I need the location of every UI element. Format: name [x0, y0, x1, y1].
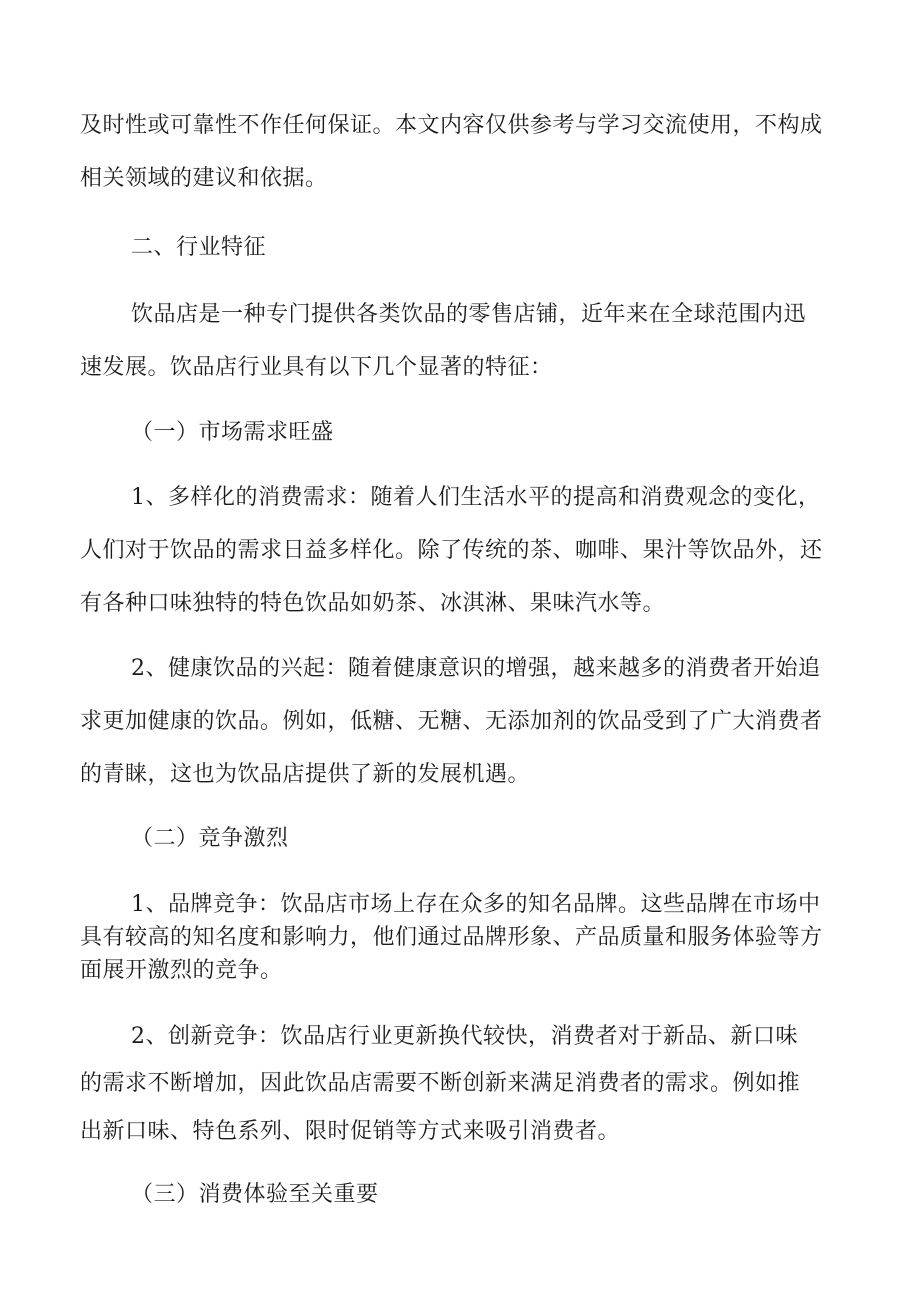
item-2-1-line-2: 具有较高的知名度和影响力，他们通过品牌形象、产品质量和服务体验等方 — [80, 925, 823, 950]
disclaimer-line-1: 及时性或可靠性不作任何保证。本文内容仅供参考与学习交流使用，不构成 — [80, 113, 823, 138]
item-2-2-line-3: 出新口味、特色系列、限时促销等方式来吸引消费者。 — [80, 1119, 621, 1144]
item-2-1-line-3: 面展开激烈的竞争。 — [80, 958, 283, 983]
item-1-1-line-3: 有各种口味独特的特色饮品如奶茶、冰淇淋、果味汽水等。 — [80, 591, 666, 616]
item-2-2-line-1: 2、创新竞争：饮品店行业更新换代较快，消费者对于新品、新口味 — [131, 1024, 798, 1049]
subsection-heading-1: （一）市场需求旺盛 — [131, 420, 334, 445]
item-1-1-line-2: 人们对于饮品的需求日益多样化。除了传统的茶、咖啡、果汁等饮品外，还 — [80, 538, 823, 563]
intro-line-2: 速发展。饮品店行业具有以下几个显著的特征： — [80, 355, 553, 380]
item-1-2-line-2: 求更加健康的饮品。例如，低糖、无糖、无添加剂的饮品受到了广大消费者 — [80, 709, 823, 734]
item-2-1-line-1: 1、品牌竞争：饮品店市场上存在众多的知名品牌。这些品牌在市场中 — [131, 892, 821, 917]
item-2-2-line-2: 的需求不断增加，因此饮品店需要不断创新来满足消费者的需求。例如推 — [80, 1071, 801, 1096]
intro-line-1: 饮品店是一种专门提供各类饮品的零售店铺，近年来在全球范围内迅 — [131, 302, 807, 327]
section-heading: 二、行业特征 — [131, 235, 267, 260]
subsection-heading-2: （二）竞争激烈 — [131, 826, 289, 851]
item-1-1-line-1: 1、多样化的消费需求：随着人们生活水平的提高和消费观念的变化， — [131, 485, 821, 510]
disclaimer-line-2: 相关领域的建议和依据。 — [80, 166, 328, 191]
item-1-2-line-3: 的青睐，这也为饮品店提供了新的发展机遇。 — [80, 762, 531, 787]
subsection-heading-3: （三）消费体验至关重要 — [131, 1182, 379, 1207]
item-1-2-line-1: 2、健康饮品的兴起：随着健康意识的增强，越来越多的消费者开始追 — [131, 656, 821, 681]
